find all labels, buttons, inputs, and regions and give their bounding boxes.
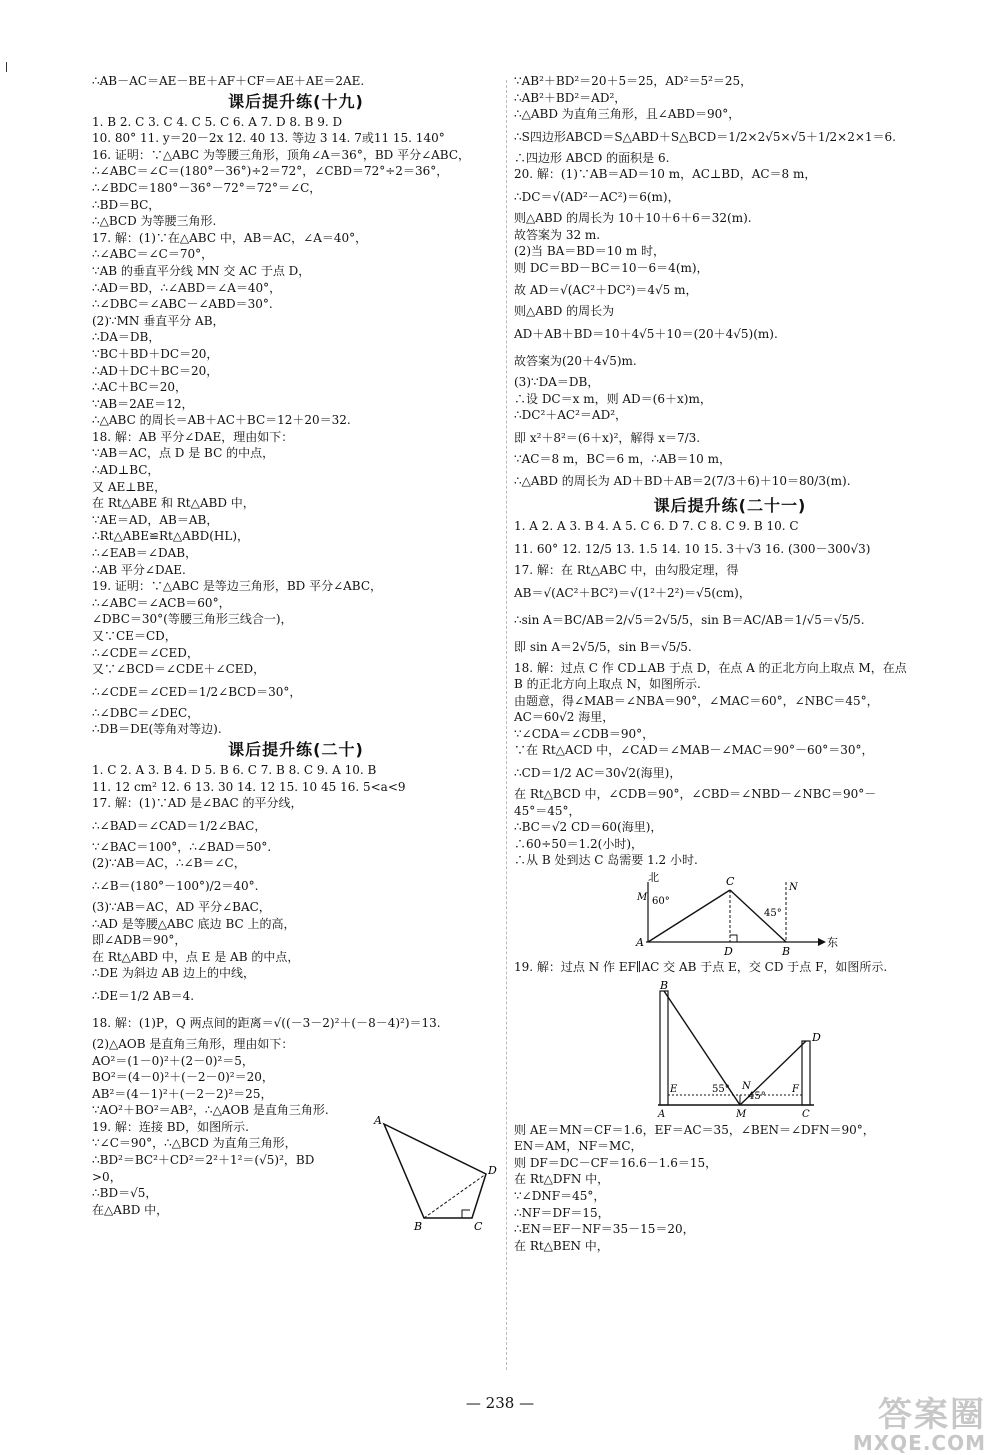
text-line: ∴DC²＋AC²＝AD²， <box>514 408 628 423</box>
text-line: 又∵∠BCD＝∠CDE＋∠CED， <box>92 662 266 677</box>
section-heading: 课后提升练(二十一) <box>653 496 807 516</box>
text-line: 在 Rt△ABE 和 Rt△ABD 中， <box>92 496 255 511</box>
text-line: 1. B 2. C 3. C 4. C 5. C 6. A 7. D 8. B 9. D <box>92 114 343 129</box>
text-line: ∴DC＝√(AD²－AC²)＝6(m)， <box>514 189 680 204</box>
text-line: 在 Rt△BEN 中， <box>514 1238 609 1253</box>
text-line: 则△ABD 的周长为 10＋10＋6＋6＝32(m). <box>514 210 752 225</box>
text-line: ∴△ABD 为直角三角形，且∠ABD＝90°， <box>514 107 741 122</box>
page-number: — 238 — <box>465 1394 535 1412</box>
label-d: D <box>812 1030 821 1044</box>
text-line: ∵BC＋BD＋DC＝20， <box>92 346 219 361</box>
text-line: ∵AB＝AC，点 D 是 BC 的中点， <box>92 446 275 461</box>
text-line: 即∠ADB＝90°， <box>92 933 187 948</box>
text-line: 即 x²＋8²＝(6＋x)²，解得 x＝7/3. <box>514 430 701 445</box>
text-line: 故答案为(20＋4√5)m. <box>514 353 637 368</box>
text-line: 则 DC＝BD－BC＝10－6＝4(m)， <box>514 260 709 275</box>
text-line: ∴CD＝1/2 AC＝30√2(海里)， <box>514 766 682 781</box>
label-b: B <box>660 978 669 992</box>
text-line: ∴∠CDE＝∠CED， <box>92 645 199 660</box>
label-d: D <box>724 945 733 959</box>
text-line: ∴EN＝EF－NF＝35－15＝20， <box>514 1222 695 1237</box>
label-a: A <box>374 1113 382 1127</box>
text-line: 17. 解：在 Rt△ABC 中，由勾股定理，得 <box>514 562 739 577</box>
margin-mark <box>6 62 7 72</box>
text-line: BO²＝(4－0)²＋(－2－0)²＝20， <box>92 1070 274 1085</box>
text-line: AB＝√(AC²＋BC²)＝√(1²＋2²)＝√5(cm)， <box>514 585 751 600</box>
text-line: ∴∠ABC＝∠C＝70°， <box>92 247 214 262</box>
text-line: ∴BD²＝BC²＋CD²＝2²＋1²＝(√5)²，BD <box>92 1153 315 1168</box>
text-line: ∵AO²＋BO²＝AB²，∴△AOB 是直角三角形. <box>92 1103 329 1118</box>
text-line: 18. 解：(1)P，Q 两点间的距离＝√((－3－2)²＋(－8－4)²)＝13. <box>92 1015 441 1030</box>
text-line: ∴BD＝√5， <box>92 1186 158 1201</box>
text-line: EN＝AM，NF＝MC， <box>514 1139 643 1154</box>
label-c: C <box>474 1219 483 1233</box>
text-line: ∴AD⊥BC， <box>92 463 160 478</box>
text-line: ∴∠CDE＝∠CED＝1/2∠BCD＝30°， <box>92 684 302 699</box>
text-line: (3)∵DA＝DB， <box>514 374 600 389</box>
text-line: (2)∵MN 垂直平分 AB， <box>92 313 225 328</box>
text-line: ∴△ABC 的周长＝AB＋AC＋BC＝12＋20＝32. <box>92 413 351 428</box>
angle-45: 45° <box>764 908 782 920</box>
text-line: ∴四边形 ABCD 的面积是 6. <box>514 150 670 165</box>
text-line: 18. 解：AB 平分∠DAE，理由如下： <box>92 429 294 444</box>
text-line: ∴∠DBC＝∠DEC， <box>92 705 200 720</box>
text-line: ∴∠BDC＝180°－36°－72°＝72°＝∠C， <box>92 180 322 195</box>
text-line: AC＝60√2 海里， <box>514 710 615 725</box>
text-line: ∴AB 平分∠DAE. <box>92 562 186 577</box>
text-line: ∴设 DC＝x m，则 AD＝(6＋x)m， <box>514 391 712 406</box>
text-line: ∴AB－AC＝AE－BE＋AF＋CF＝AE＋AE＝2AE. <box>92 74 365 88</box>
label-a: A <box>658 1108 666 1120</box>
text-line: ∵∠C＝90°，∴△BCD 为直角三角形， <box>92 1136 297 1151</box>
text-line: (2)△AOB 是直角三角形，理由如下： <box>92 1036 294 1051</box>
text-line: 又 AE⊥BE， <box>92 479 167 494</box>
text-line: 1. A 2. A 3. B 4. A 5. C 6. D 7. C 8. C 9. B 10. C <box>514 519 799 534</box>
label-east: 东 <box>827 936 838 950</box>
text-line: 1. C 2. A 3. B 4. D 5. B 6. C 7. B 8. C 9. A 10. B <box>92 762 377 777</box>
text-line: ∴△BCD 为等腰三角形. <box>92 214 217 229</box>
text-line: ∵AB 的垂直平分线 MN 交 AC 于点 D， <box>92 263 311 278</box>
angle-45: 45° <box>748 1090 766 1102</box>
angle-60: 60° <box>652 896 670 908</box>
text-line: ∴∠ABC＝∠ACB＝60°， <box>92 595 231 610</box>
text-line: 17. 解：(1)∵AD 是∠BAC 的平分线， <box>92 796 303 811</box>
text-line: 18. 解：过点 C 作 CD⊥AB 于点 D，在点 A 的正北方向上取点 M，在点 <box>514 660 907 675</box>
text-line: ∴DE 为斜边 AB 边上的中线， <box>92 966 255 981</box>
text-line: ∴∠BAD＝∠CAD＝1/2∠BAC， <box>92 818 267 833</box>
text-line: ∴AD＋DC＋BC＝20， <box>92 363 219 378</box>
text-line: ∴NF＝DF＝15， <box>514 1205 610 1220</box>
section-heading: 课后提升练(十九) <box>228 91 364 111</box>
text-line: ∵∠BAC＝100°，∴∠BAD＝50°. <box>92 839 272 854</box>
text-line: (2)∵AB＝AC，∴∠B＝∠C， <box>92 856 246 871</box>
text-line: >0， <box>92 1169 122 1184</box>
text-line: ∴BC＝√2 CD＝60(海里)， <box>514 820 663 835</box>
left-column <box>92 74 500 1233</box>
column-divider <box>506 80 508 1370</box>
text-line: ∠DBC＝30°(等腰三角形三线合一)， <box>92 612 293 627</box>
label-north: 北 <box>648 871 659 885</box>
quad-problem-block <box>92 1113 500 1233</box>
text-line: 16. 证明：∵△ABC 为等腰三角形，顶角∠A＝36°，BD 平分∠ABC， <box>92 147 471 162</box>
text-line: 11. 60° 12. 12/5 13. 1.5 14. 10 15. 3＋√3 16. (300－300√3) <box>514 541 871 556</box>
text-line: ∴Rt△ABE≌Rt△ABD(HL)， <box>92 529 250 544</box>
label-b: B <box>782 945 791 959</box>
text-line: ∴S四边形ABCD＝S△ABD＋S△BCD＝1/2×2√5×√5＋1/2×2×1＝6. <box>514 129 896 144</box>
text-line: ∵AB＝2AE＝12， <box>92 396 194 411</box>
text-line: ∴sin A＝BC/AB＝2/√5＝2√5/5，sin B＝AC/AB＝1/√5＝√5/5. <box>514 612 865 627</box>
text-line: AB²＝(4－1)²＋(－2－2)²＝25， <box>92 1086 273 1101</box>
text-line: 在 Rt△BCD 中，∠CDB＝90°，∠CBD＝∠NBD－∠NBC＝90°－ <box>514 787 877 802</box>
label-b: B <box>414 1219 423 1233</box>
text-line: ∵∠DNF＝45°， <box>514 1189 606 1203</box>
text-line: 19. 证明：∵△ABC 是等边三角形，BD 平分∠ABC， <box>92 579 383 594</box>
text-line: 由题意，得∠MAB＝∠NBA＝90°，∠MAC＝60°，∠NBC＝45°， <box>514 693 879 708</box>
text-line: ∴从 B 处到达 C 岛需要 1.2 小时. <box>514 853 698 868</box>
text-line: ∴60÷50＝1.2(小时)， <box>514 836 644 851</box>
text-line: 11. 12 cm² 12. 6 13. 30 14. 12 15. 10 45 16. 5<a<9 <box>92 779 406 794</box>
text-line: B 的正北方向上取点 N，如图所示. <box>514 677 701 692</box>
text-line: ∴AC＋BC＝20， <box>92 380 187 395</box>
navigation-figure <box>634 872 946 958</box>
label-m: M <box>637 892 648 904</box>
text-line: ∵AB²＋BD²＝20＋5＝25，AD²＝5²＝25， <box>514 74 753 88</box>
text-line: 在 Rt△DFN 中， <box>514 1172 610 1187</box>
text-line: ∴DB＝DE(等角对等边). <box>92 722 222 737</box>
text-line: AD＋AB＋BD＝10＋4√5＋10＝(20＋4√5)(m). <box>514 326 778 341</box>
text-line: 10. 80° 11. y＝20－2x 12. 40 13. 等边 3 14. 7或11 15. 140° <box>92 131 445 146</box>
text-line: 19. 解：连接 BD，如图所示. <box>92 1119 249 1134</box>
text-line: 45°＝45°， <box>514 803 581 818</box>
text-line: 在 Rt△ABD 中，点 E 是 AB 的中点， <box>92 949 300 964</box>
text-line: ∴AD 是等腰△ABC 底边 BC 上的高， <box>92 916 296 931</box>
quadrilateral-figure <box>370 1110 500 1233</box>
text-line: ∴BD＝BC， <box>92 197 161 212</box>
text-line: ∴AD＝BD，∴∠ABD＝∠A＝40°， <box>92 280 282 295</box>
right-column <box>514 74 946 1255</box>
label-m: M <box>736 1108 747 1120</box>
watermark-url: MXQE.COM <box>852 1431 986 1455</box>
text-line: 又∵CE＝CD， <box>92 629 177 643</box>
page-number-value: 238 <box>485 1394 515 1412</box>
section-heading: 课后提升练(二十) <box>228 739 364 759</box>
building-figure <box>654 979 946 1121</box>
text-line: ∵∠CDA＝∠CDB＝90°， <box>514 726 655 741</box>
text-line: 故答案为 32 m. <box>514 227 601 242</box>
watermark-logo <box>852 1395 986 1455</box>
text-line: ∴∠ABC＝∠C＝(180°－36°)÷2＝72°，∠CBD＝72°÷2＝36°， <box>92 164 449 179</box>
label-c: C <box>802 1108 810 1120</box>
label-c: C <box>726 875 735 889</box>
text-line: (2)当 BA＝BD＝10 m 时， <box>514 244 666 259</box>
text-line: ∴∠DBC＝∠ABC－∠ABD＝30°. <box>92 297 273 312</box>
label-e: E <box>670 1083 678 1095</box>
text-line: 则△ABD 的周长为 <box>514 304 615 319</box>
text-line: ∵AC＝8 m，BC＝6 m，∴AB＝10 m， <box>514 451 731 466</box>
text-line: 则 AE＝MN＝CF＝1.6，EF＝AC＝35，∠BEN＝∠DFN＝90°， <box>514 1122 875 1137</box>
text-line: AO²＝(1－0)²＋(2－0)²＝5， <box>92 1053 254 1068</box>
text-line: 19. 解：过点 N 作 EF∥AC 交 AB 于点 E，交 CD 于点 F，如图所示. <box>514 960 888 975</box>
text-line: ∴△ABD 的周长为 AD＋BD＋AB＝2(7/3＋6)＋10＝80/3(m). <box>514 474 851 489</box>
text-line: 则 DF＝DC－CF＝16.6－1.6＝15， <box>514 1155 718 1170</box>
text-line: ∴DE＝1/2 AB＝4. <box>92 988 195 1003</box>
text-line: ∴DA＝DB， <box>92 330 161 345</box>
label-f: F <box>792 1083 799 1095</box>
label-n: N <box>789 882 798 894</box>
text-line: (3)∵AB＝AC，AD 平分∠BAC， <box>92 899 271 914</box>
watermark-text: 答案圈 <box>878 1395 986 1435</box>
text-line: 即 sin A＝2√5/5，sin B＝√5/5. <box>514 639 692 654</box>
text-line: 17. 解：(1)∵在△ABC 中，AB＝AC，∠A＝40°， <box>92 230 368 245</box>
label-d: D <box>488 1163 497 1177</box>
text-line: 故 AD＝√(AC²＋DC²)＝4√5 m， <box>514 283 698 298</box>
text-line: 在△ABD 中， <box>92 1202 169 1217</box>
text-line: ∴∠B＝(180°－100°)/2＝40°. <box>92 878 259 893</box>
angle-55: 55° <box>712 1083 730 1095</box>
label-a: A <box>636 936 644 950</box>
text-line: ∵AE＝AD，AB＝AB， <box>92 512 219 527</box>
label-n: N <box>742 1080 751 1092</box>
text-line: ∴AB²＋BD²＝AD²， <box>514 90 627 105</box>
text-line: 20. 解：(1)∵AB＝AD＝10 m，AC⊥BD，AC＝8 m， <box>514 167 817 182</box>
text-line: ∵在 Rt△ACD 中，∠CAD＝∠MAB－∠MAC＝90°－60°＝30°， <box>514 743 874 758</box>
text-line: ∴∠EAB＝∠DAB， <box>92 546 198 561</box>
